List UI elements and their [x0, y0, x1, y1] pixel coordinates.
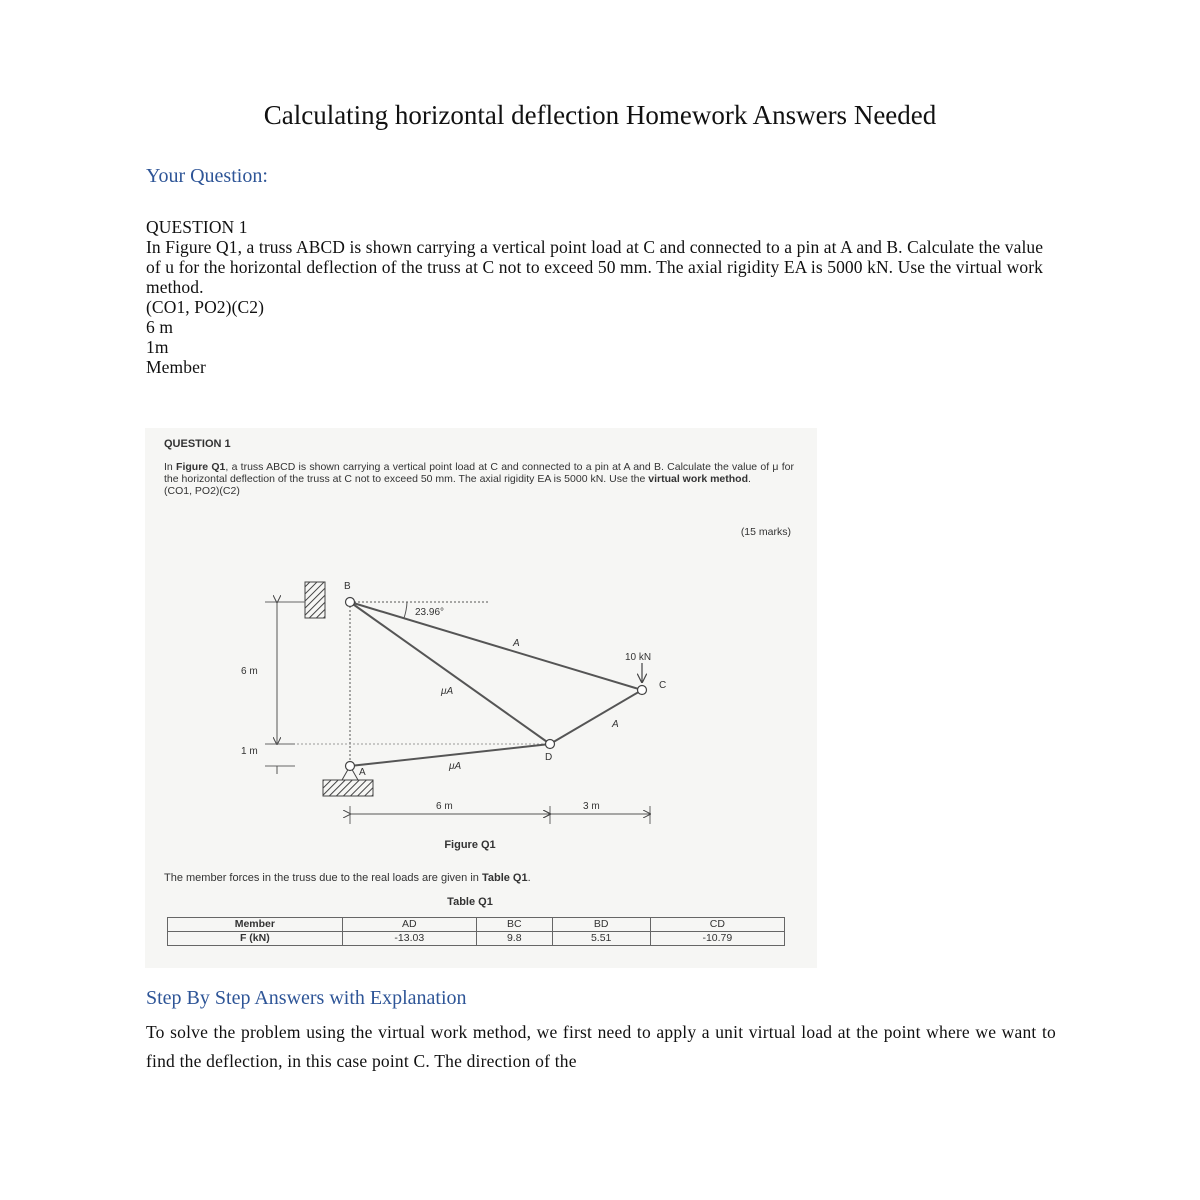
stray-text-member: Member [146, 357, 206, 377]
dim-6m-horizontal-label: 6 m [436, 801, 453, 812]
ground-support-a [323, 780, 373, 796]
angle-label: 23.96° [415, 607, 445, 618]
table-cell-force-ad: -13.03 [342, 932, 476, 946]
label-c: C [659, 680, 667, 691]
table-caption: Table Q1 [447, 896, 493, 908]
table-row-forces [168, 932, 785, 946]
marks-label: (15 marks) [740, 526, 791, 538]
wall-support-b [305, 582, 325, 618]
table-header-member: Member [168, 918, 343, 932]
member-bd-label: μA [441, 686, 454, 697]
stray-text-6m: 6 m [146, 317, 174, 337]
question-body: In Figure Q1, a truss ABCD is shown carrying a vertical point load at C and connected to a pin at A and B. Calculate the value of u for the horizontal deflection of the truss at C not to exceed 50 mm. The axial rigidity EA is 5000 kN. Use the virtual work method. [146, 237, 1044, 297]
dim-1m-label: 1 m [241, 746, 258, 757]
forces-sentence-ref: Table Q1 [481, 872, 528, 884]
load-label: 10 kN [625, 652, 652, 663]
member-cd [550, 690, 642, 744]
table-cell-member-bc: BC [476, 918, 552, 932]
figure-caption: Figure Q1 [444, 839, 496, 851]
answer-text: To solve the problem using the virtual work method, we first need to apply a unit virtual load at the point where we want to find the deflection, in this case point C. The direction of the [146, 1022, 1056, 1071]
label-b: B [344, 581, 351, 592]
figure-body-figref: Figure Q1 [176, 461, 226, 473]
answer-heading: Step By Step Answers with Explanation [146, 987, 467, 1009]
joint-a [346, 762, 355, 771]
joint-d [546, 740, 555, 749]
member-bc [350, 602, 642, 690]
question-heading: Your Question: [146, 165, 268, 187]
member-forces-table [167, 917, 785, 946]
member-ad-label: μA [449, 761, 462, 772]
figure-q1-image [145, 428, 817, 968]
table-cell-force-bc: 9.8 [476, 932, 552, 946]
question-text [146, 217, 1046, 377]
label-a: A [359, 767, 366, 778]
table-header-force: F (kN) [168, 932, 343, 946]
question-codes: (CO1, PO2)(C2) [146, 297, 265, 317]
table-cell-force-cd: -10.79 [650, 932, 784, 946]
forces-sentence-pre: The member forces in the truss due to the real loads are given in [164, 872, 482, 884]
figure-body-end: . [748, 473, 751, 485]
angle-arc [404, 602, 407, 618]
table-cell-force-bd: 5.51 [552, 932, 650, 946]
dim-6m-vertical-label: 6 m [241, 666, 258, 677]
figure-codes: (CO1, PO2)(C2) [164, 485, 240, 497]
table-cell-member-bd: BD [552, 918, 650, 932]
figure-body-bold: virtual work method [648, 473, 748, 485]
question-label: QUESTION 1 [146, 217, 248, 237]
label-d: D [545, 752, 553, 763]
member-bc-label: A [513, 638, 520, 649]
member-cd-label: A [612, 719, 619, 730]
table-row-members [168, 918, 785, 932]
figure-body-pre: In [164, 461, 177, 473]
joint-b [346, 598, 355, 607]
table-cell-member-cd: CD [650, 918, 784, 932]
truss-diagram [145, 428, 817, 968]
stray-text-1m: 1m [146, 337, 169, 357]
table-cell-member-ad: AD [342, 918, 476, 932]
forces-sentence-end: . [527, 872, 531, 884]
joint-c [638, 686, 647, 695]
figure-question-label: QUESTION 1 [164, 438, 231, 450]
member-bd [350, 602, 550, 744]
forces-sentence [164, 872, 531, 884]
page-title: Calculating horizontal deflection Homework Answers Needed [263, 100, 937, 130]
dim-3m-label: 3 m [583, 801, 600, 812]
figure-body-mid: , a truss ABCD is shown carrying a vertical point load at C and connected to a pin at A and B. Calculate the value of μ for the horizontal deflection of the truss at C not to exceed 50 mm. The axial rigidity EA is 5000 kN. Use the [164, 461, 794, 485]
